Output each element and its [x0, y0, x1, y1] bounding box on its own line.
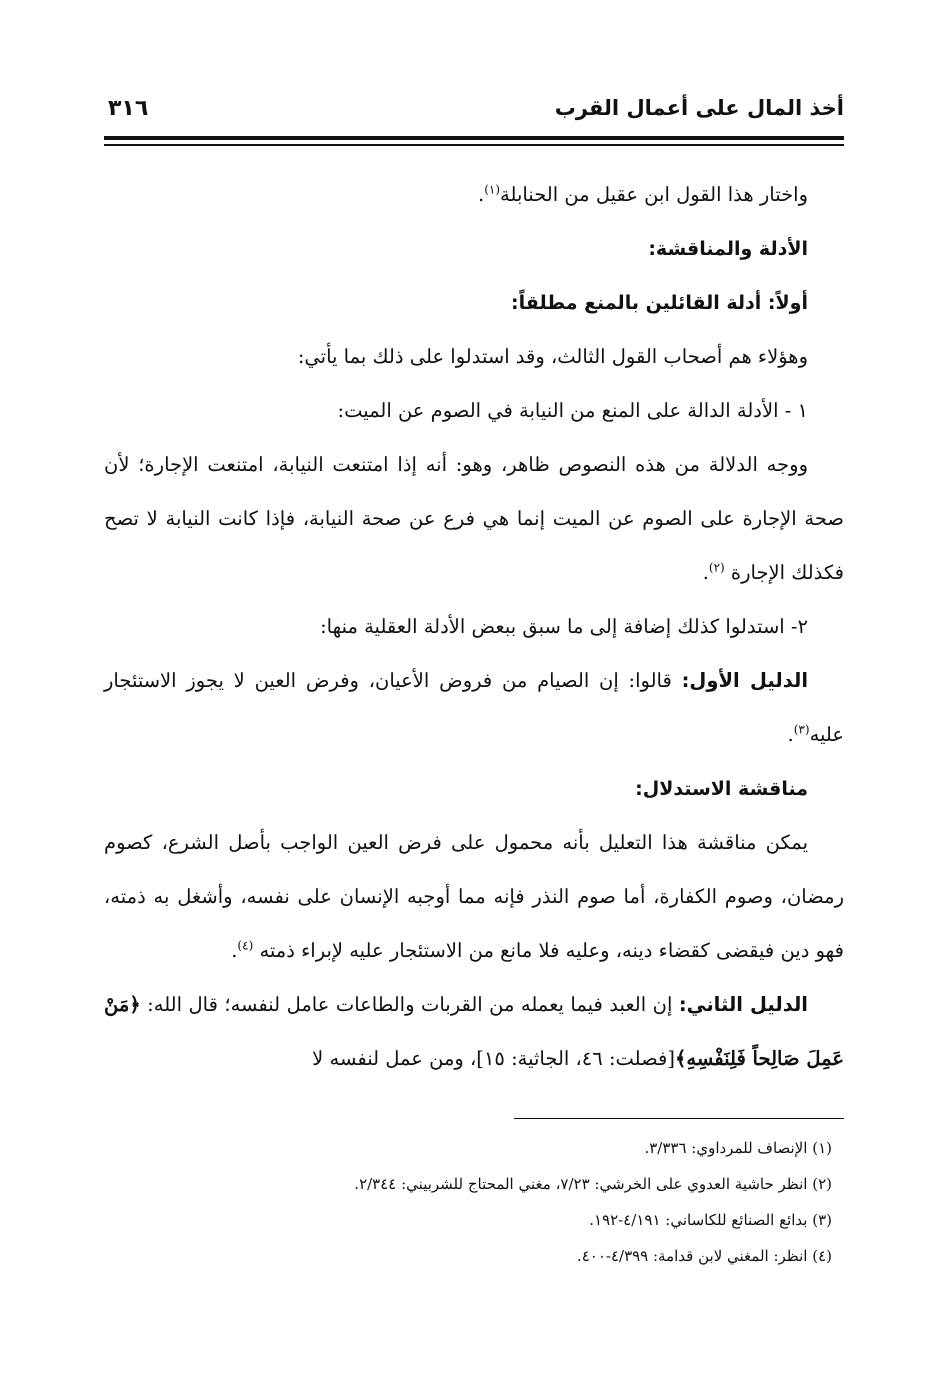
paragraph-second-proof: الدليل الثاني: إن العبد فيما يعمله من القربات والطاعات عامل لنفسه؛ قال الله: ﴿مَنْ عَمِلَ صَالِحاً فَلِنَفْسِهِ﴾[فصلت: ٤٦، الجاثية: ١٥]، ومن عمل لنفسه لا — [104, 993, 844, 1070]
paragraph-first-proof: الدليل الأول: قالوا: إن الصيام من فروض الأعيان، وفرض العين لا يجوز الاستئجار عليه$^{(٣)}$. — [104, 669, 844, 746]
main-text — [104, 168, 844, 1086]
section-heading-evidence: الأدلة والمناقشة: — [648, 238, 808, 260]
footnote-ref-3: (٣) — [793, 722, 810, 737]
paragraph-evidence-2: ٢- استدلوا كذلك إضافة إلى ما سبق ببعض الأدلة العقلية منها: — [320, 615, 808, 638]
header-rule-thick — [104, 136, 844, 140]
page-header — [104, 96, 844, 130]
footnote-separator — [514, 1118, 844, 1119]
footnote-2: (٢) انظر حاشية العدوي على الخرشي: ٧/٢٣، مغني المحتاج للشربيني: ٢/٣٤٤. — [354, 1175, 832, 1193]
footnote-ref-1: (١) — [484, 182, 501, 197]
footnotes — [104, 1130, 844, 1274]
footnote-1: (١) الإنصاف للمرداوي: ٣/٣٣٦. — [644, 1139, 832, 1157]
footnote-4: (٤) انظر: المغني لابن قدامة: ٤/٣٩٩-٤٠٠. — [576, 1247, 832, 1265]
quran-verse: ﴿مَنْ عَمِلَ صَالِحاً فَلِنَفْسِهِ﴾ — [104, 993, 844, 1070]
second-proof-label: الدليل الثاني: — [678, 993, 808, 1016]
header-rule-thin — [104, 144, 844, 146]
footnote-ref-2: (٢) — [708, 560, 725, 575]
running-title: أخذ المال على أعمال القرب — [554, 96, 844, 120]
paragraph-third-opinion: وهؤلاء هم أصحاب القول الثالث، وقد استدلوا على ذلك بما يأتي: — [297, 345, 808, 368]
footnote-ref-4: (٤) — [237, 938, 254, 953]
footnote-3: (٣) بدائع الصنائع للكاساني: ٤/١٩١-١٩٢. — [589, 1211, 832, 1229]
page-number: ٣١٦ — [108, 96, 149, 121]
paragraph-discussion: يمكن مناقشة هذا التعليل بأنه محمول على فرض العين الواجب بأصل الشرع، كصوم رمضان، وصوم الكفارة، أما صوم النذر فإنه مما أوجبه الإنسان على نفسه، وأشغل به ذمته، فهو دين فيقضى كقضاء دينه، وعليه فلا مانع من الاستئجار عليه لإبراء ذمته $^{(٤)}$. — [104, 831, 844, 962]
subsection-heading-prohibition: أولاً: أدلة القائلين بالمنع مطلقاً: — [511, 292, 808, 314]
paragraph-ibn-aqil: واختار هذا القول ابن عقيل من الحنابلة$^{(١)}$. — [478, 182, 808, 206]
section-heading-discussion: مناقشة الاستدلال: — [635, 778, 808, 800]
paragraph-evidence-1: ١ - الأدلة الدالة على المنع من النيابة في الصوم عن الميت: — [337, 399, 808, 422]
first-proof-label: الدليل الأول: — [681, 669, 809, 692]
paragraph-proxy-argument: ووجه الدلالة من هذه النصوص ظاهر، وهو: أنه إذا امتنعت النيابة، امتنعت الإجارة؛ لأن صحة الإجارة على الصوم عن الميت إنما هي فرع عن صحة النيابة، فإذا كانت النيابة لا تصح فكذلك الإجارة $^{(٢)}$. — [104, 453, 844, 584]
